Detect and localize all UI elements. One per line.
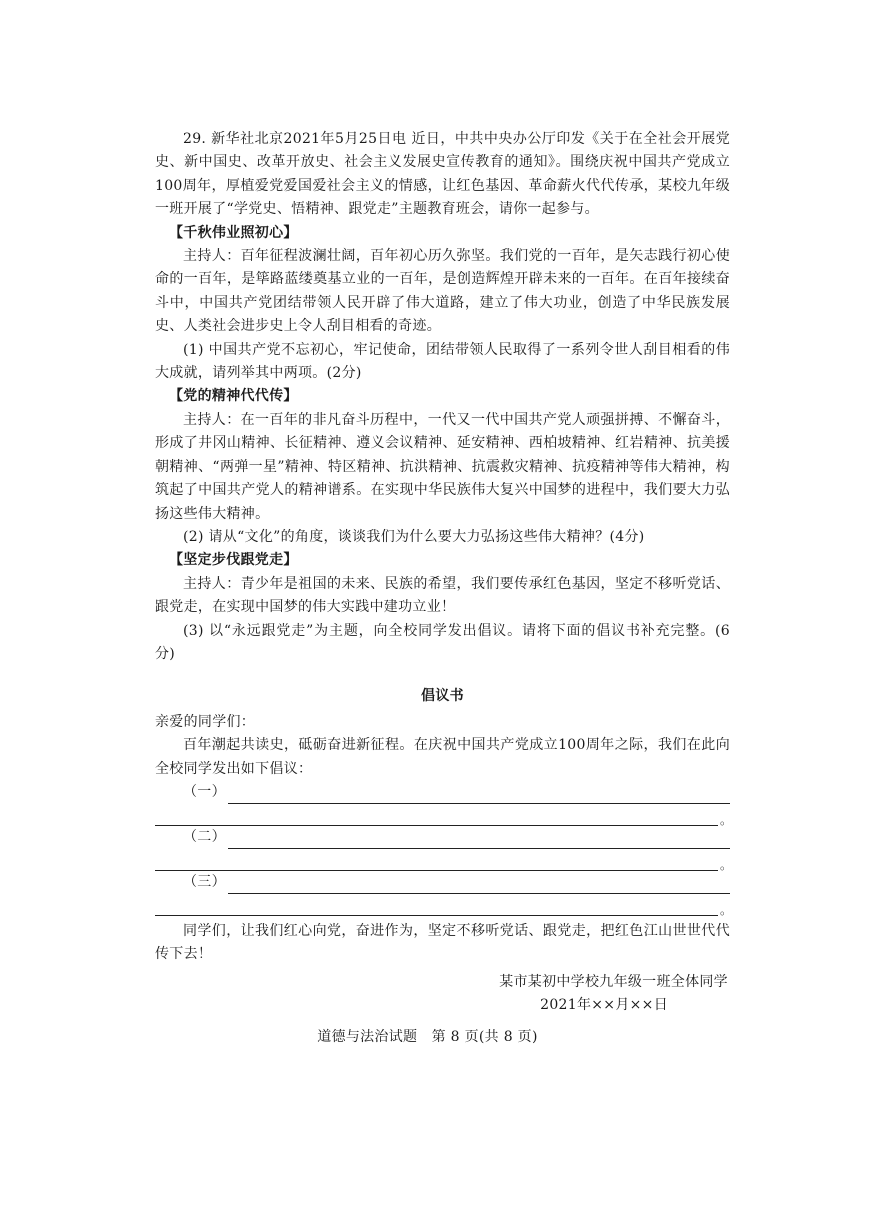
proposal-letter [155,685,733,1017]
question-29 [155,128,733,1049]
proposal-item-label: （二） [183,828,226,845]
proposal-item-1 [155,781,733,827]
answer-blank-line[interactable] [228,789,730,804]
proposal-date: 2021年××月××日 [540,997,668,1014]
task-1: (1) 中国共产党不忘初心，牢记使命，团结带领人民取得了一系列令世人刮目相看的伟大成就，请列举其中两项。(2分) [155,341,730,382]
section-title-1: 【千秋伟业照初心】 [169,224,298,241]
answer-blank-line[interactable] [228,879,730,894]
answer-blank-line[interactable] [155,811,718,826]
host-text-2: 主持人：在一百年的非凡奋斗历程中，一代又一代中国共产党人顽强拼搏、不懈奋斗，形成了井冈山精神、长征精神、遵义会议精神、延安精神、西柏坡精神、红岩精神、抗美援朝精神、“两弹一星”精神、特区精神、抗洪精神、抗震救灾精神、抗疫精神等伟大精神，构筑起了中国共产党人的精神谱系。在实现中华民族伟大复兴中国梦的进程中，我们要大力弘扬这些伟大精神。 [155,411,730,522]
proposal-salutation: 亲爱的同学们： [155,713,256,730]
section-title-3: 【坚定步伐跟党走】 [169,552,298,569]
period-mark: 。 [720,857,733,872]
task-3: (3) 以“永远跟党走”为主题，向全校同学发出倡议。请将下面的倡议书补充完整。(6分) [155,622,730,662]
page-footer [155,1026,730,1049]
period-mark: 。 [720,812,733,827]
footer-subject: 道德与法治试题 [317,1028,418,1045]
proposal-item-label: （一） [183,783,226,800]
proposal-closing: 同学们，让我们红心向党，奋进作为，坚定不移听党话、跟党走，把红色江山世世代代传下去！ [155,922,730,963]
proposal-opening: 百年潮起共读史，砥砺奋进新征程。在庆祝中国共产党成立100周年之际，我们在此向全校同学发出如下倡议： [155,737,730,777]
proposal-signature: 某市某初中学校九年级一班全体同学 [499,973,728,990]
proposal-item-label: （三） [183,873,226,890]
answer-blank-line[interactable] [155,901,718,916]
proposal-item-2 [155,826,733,872]
host-text-3: 主持人：青少年是祖国的未来、民族的希望，我们要传承红色基因，坚定不移听党话、跟党走，在实现中国梦的伟大实践中建功立业！ [155,575,730,616]
section-title-2: 【党的精神代代传】 [169,388,298,405]
answer-blank-line[interactable] [155,856,718,871]
proposal-item-3 [155,871,733,917]
footer-page-number: 第 8 页(共 8 页) [431,1028,538,1045]
answer-blank-line[interactable] [228,834,730,849]
proposal-title: 倡议书 [421,688,464,705]
period-mark: 。 [720,902,733,917]
host-text-1: 主持人：百年征程波澜壮阔，百年初心历久弥坚。我们党的一百年，是矢志践行初心使命的一百年，是筚路蓝缕奠基立业的一百年，是创造辉煌开辟未来的一百年。在百年接续奋斗中，中国共产党团结带领人民开辟了伟大道路，建立了伟大功业，创造了中华民族发展史、人类社会进步史上令人刮目相看的奇迹。 [155,248,730,335]
question-intro: 29. 新华社北京2021年5月25日电 近日，中共中央办公厅印发《关于在全社会开展党史、新中国史、改革开放史、社会主义发展史宣传教育的通知》。围绕庆祝中国共产党成立100周年，厚植爱党爱国爱社会主义的情感，让红色基因、革命薪火代代传承，某校九年级一班开展了“学党史、悟精神、跟党走”主题教育班会，请你一起参与。 [155,131,730,218]
task-2: (2) 请从“文化”的角度，谈谈我们为什么要大力弘扬这些伟大精神？(4分) [183,528,645,545]
